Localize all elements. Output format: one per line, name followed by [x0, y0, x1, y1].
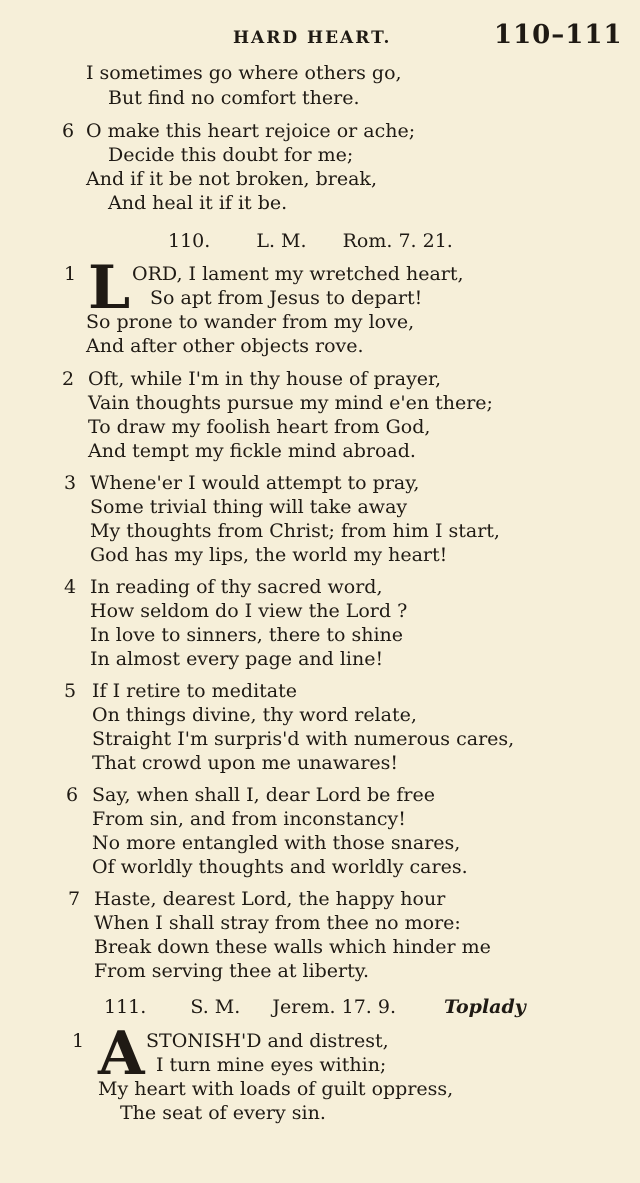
verse-line: Decide this doubt for me; — [108, 144, 354, 166]
verse-line: So apt from Jesus to depart! — [150, 287, 423, 309]
verse-number: 2 — [62, 368, 75, 390]
verse-line: Break down these walls which hinder me — [94, 936, 491, 958]
verse-line: If I retire to meditate — [92, 680, 297, 702]
verse-line: So prone to wander from my love, — [86, 311, 415, 333]
verse-line: When I shall stray from thee no more: — [94, 912, 461, 934]
verse-line: And tempt my fickle mind abroad. — [88, 440, 416, 462]
verse-line: Whene'er I would attempt to pray, — [90, 472, 420, 494]
verse-line: That crowd upon me unawares! — [92, 752, 399, 774]
verse-line: ORD, I lament my wretched heart, — [132, 263, 464, 285]
hymn-author: Toplady — [444, 996, 526, 1018]
drop-cap: L — [88, 253, 131, 323]
verse-line: Some trivial thing will take away — [90, 496, 408, 518]
verse-line: Of worldly thoughts and worldly cares. — [92, 856, 468, 878]
hymn-meter: L. M. — [256, 230, 307, 252]
verse-number: 3 — [64, 472, 77, 494]
verse-number: 4 — [64, 576, 77, 598]
verse-line: Oft, while I'm in thy house of prayer, — [88, 368, 442, 390]
verse-line: In almost every page and line! — [90, 648, 384, 670]
verse-line: STONISH'D and distrest, — [146, 1030, 389, 1052]
verse-line: And after other objects rove. — [86, 335, 364, 357]
verse-line: My heart with loads of guilt oppress, — [98, 1078, 454, 1100]
verse-line: The seat of every sin. — [120, 1102, 326, 1124]
verse-line: My thoughts from Christ; from him I start, — [90, 520, 500, 542]
verse-line: O make this heart rejoice or ache; — [86, 120, 416, 142]
verse-line: God has my lips, the world my heart! — [90, 544, 448, 566]
running-title: HARD HEART. — [233, 28, 392, 48]
verse-line: And if it be not broken, break, — [86, 168, 377, 190]
verse-line: From sin, and from inconstancy! — [92, 808, 406, 830]
verse-line: From serving thee at liberty. — [94, 960, 370, 982]
verse-number: 7 — [68, 888, 81, 910]
verse-line: Vain thoughts pursue my mind e'en there; — [88, 392, 493, 414]
hymn-heading — [168, 230, 453, 252]
drop-cap: A — [98, 1019, 145, 1089]
verse-line: But find no comfort there. — [108, 87, 360, 109]
verse-line: Say, when shall I, dear Lord be free — [92, 784, 435, 806]
verse-number: 6 — [66, 784, 79, 806]
verse-line: Haste, dearest Lord, the happy hour — [94, 888, 446, 910]
verse-number: 5 — [64, 680, 77, 702]
verse-line: To draw my foolish heart from God, — [88, 416, 431, 438]
verse-number: 1 — [64, 263, 77, 285]
verse-line: I turn mine eyes within; — [156, 1054, 387, 1076]
hymn-scripture: Rom. 7. 21. — [342, 230, 453, 252]
page-number: 110–111 — [494, 20, 623, 50]
verse-number: 6 — [62, 120, 75, 142]
page-header — [0, 20, 640, 56]
verse-line: No more entangled with those snares, — [92, 832, 461, 854]
verse-line: Straight I'm surpris'd with numerous cares, — [92, 728, 515, 750]
hymn-scripture: Jerem. 17. 9. — [272, 996, 396, 1018]
verse-line: I sometimes go where others go, — [86, 62, 402, 84]
hymn-number: 111. — [104, 996, 147, 1018]
verse-line: How seldom do I view the Lord ? — [90, 600, 408, 622]
verse-line: On things divine, thy word relate, — [92, 704, 417, 726]
verse-line: In love to sinners, there to shine — [90, 624, 404, 646]
verse-line: And heal it if it be. — [108, 192, 288, 214]
verse-number: 1 — [72, 1030, 85, 1052]
hymn-heading — [104, 996, 526, 1018]
hymn-meter: S. M. — [190, 996, 241, 1018]
verse-line: In reading of thy sacred word, — [90, 576, 383, 598]
hymn-number: 110. — [168, 230, 211, 252]
